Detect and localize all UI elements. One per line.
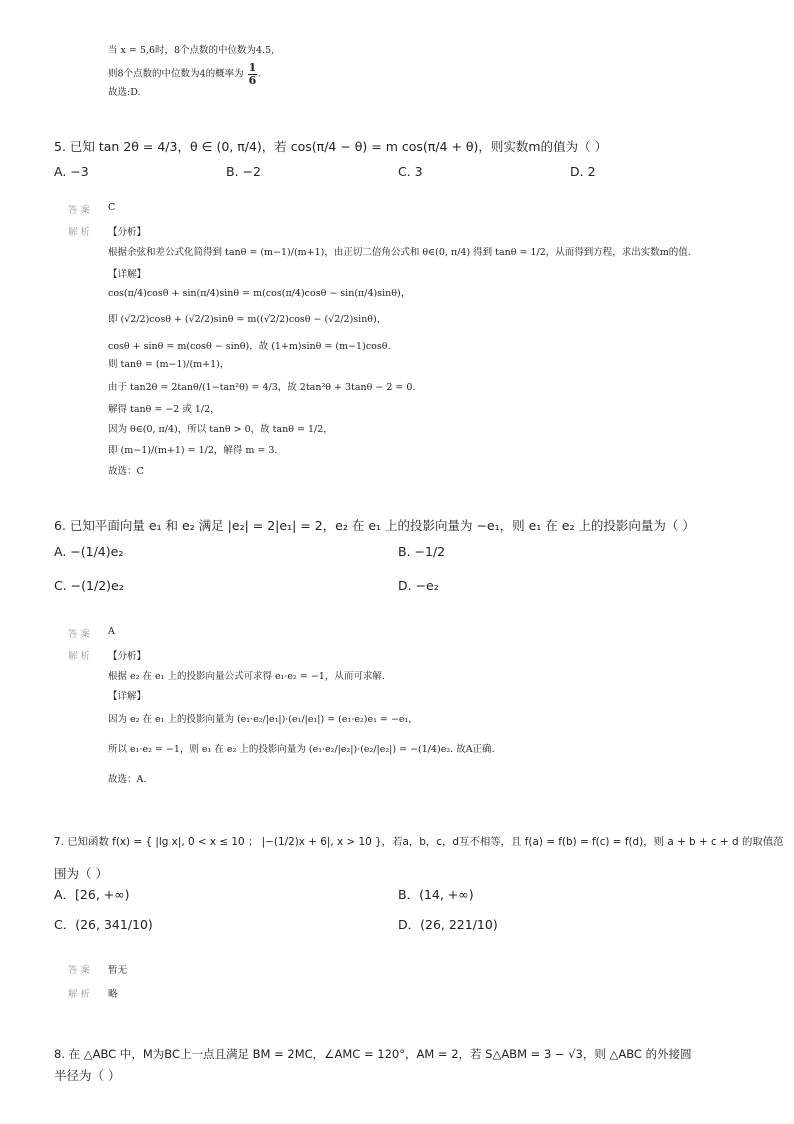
- q7-option-c: C．(26, 341/10): [54, 917, 153, 932]
- q5-analysis-line-8: 解得 tanθ = −2 或 1/2，: [108, 404, 220, 415]
- q6-analysis-line-4: 所以 e₁·e₂ = −1，则 e₁ 在 e₂ 上的投影向量为 (e₁·e₂/|e₂|)·(e₂/|e₂|) = −(1/4)e₂. 故A正确.: [108, 744, 495, 755]
- q6-analysis-line-1: 根据 e₂ 在 e₁ 上的投影向量公式可求得 e₁·e₂ = −1，从而可求解.: [108, 671, 385, 682]
- q6-stem: 6. 已知平面向量 e₁ 和 e₂ 满足 |e₂| = 2|e₁| = 2，e₂ 在 e₁ 上的投影向量为 −e₁，则 e₁ 在 e₂ 上的投影向量为（ ）: [54, 518, 695, 533]
- q5-answer-value: C: [108, 202, 116, 213]
- q6-option-c: C. −(1/2)e₂: [54, 578, 124, 593]
- q5-option-c: C. 3: [398, 164, 423, 179]
- top-line-2-text: 则8个点数的中位数为4的概率为: [108, 68, 244, 80]
- q5-analysis-line-2: 【详解】: [108, 269, 147, 280]
- probability-denominator: 6: [248, 74, 257, 87]
- q6-answer-value: A: [108, 626, 115, 637]
- q7-option-a: A．[26, +∞): [54, 887, 130, 902]
- q5-analysis-line-1: 根据余弦和差公式化简得到 tanθ = (m−1)/(m+1)，由正切二倍角公式和 θ∈(0, π/4) 得到 tanθ = 1/2，从而得到方程，求出实数m的值.: [108, 247, 691, 258]
- q6-analysis-line-5: 故选：A.: [108, 774, 147, 785]
- q5-stem: 5. 已知 tan 2θ = 4/3，θ ∈ (0, π/4)，若 cos(π/4 − θ) = m cos(π/4 + θ)，则实数m的值为（ ）: [54, 139, 608, 154]
- q8-stem-line-2: 半径为（ ）: [54, 1068, 121, 1083]
- q6-analysis-line-3: 因为 e₂ 在 e₁ 上的投影向量为 (e₁·e₂/|e₁|)·(e₁/|e₁|) = (e₁·e₂)e₁ = −e₁，: [108, 714, 418, 725]
- q5-option-b: B. −2: [226, 164, 261, 179]
- top-line-2: 则8个点数的中位数为4的概率为 $\frac{1}{6}$ .: [108, 61, 262, 87]
- top-line-1: [108, 42, 274, 56]
- q5-analysis-line-0: 【分析】: [108, 227, 147, 238]
- q5-option-d: D. 2: [570, 164, 596, 179]
- q6-option-a: A. −(1/4)e₂: [54, 544, 124, 559]
- q6-option-b: B. −1/2: [398, 544, 446, 559]
- q7-answer-value: 暂无: [108, 965, 128, 976]
- q7-stem-line-1: 7. 已知函数 f(x) = { |lg x|, 0 < x ≤ 10 ； |−(1/2)x + 6|, x > 10 }，若a，b，c，d互不相等，且 f(a) = f(b) = f(c) = f(d)，则 a + b + c + d 的取值范: [54, 836, 784, 848]
- q5-analysis-line-7: 由于 tan2θ = 2tanθ/(1−tan²θ) = 4/3，故 2tan²θ + 3tanθ − 2 = 0.: [108, 382, 416, 393]
- q6-analysis-line-2: 【详解】: [108, 691, 147, 702]
- q5-analysis-line-11: 故选：C: [108, 466, 144, 477]
- q6-analysis-line-0: 【分析】: [108, 651, 147, 662]
- q5-analysis-line-6: 则 tanθ = (m−1)/(m+1)，: [108, 359, 230, 370]
- q7-analysis-label: 解析: [68, 989, 94, 1000]
- top-line-3: 故选:D.: [108, 87, 141, 98]
- q7-stem-line-2: 围为（ ）: [54, 866, 108, 881]
- q8-stem-line-1: 8. 在 △ABC 中，M为BC上一点且满足 BM = 2MC，∠AMC = 120°，AM = 2，若 S△ABM = 3 − √3，则 △ABC 的外接圆: [54, 1047, 692, 1061]
- q7-answer-label: 答案: [68, 965, 94, 976]
- q6-answer-label: 答案: [68, 629, 94, 640]
- q5-analysis-label: 解析: [68, 227, 94, 238]
- q5-analysis-line-9: 因为 θ∈(0, π/4)，所以 tanθ > 0，故 tanθ = 1/2，: [108, 424, 333, 435]
- q5-analysis-line-10: 即 (m−1)/(m+1) = 1/2，解得 m = 3.: [108, 445, 278, 456]
- q7-option-b: B．(14, +∞): [398, 887, 474, 902]
- q5-analysis-line-5: cosθ + sinθ = m(cosθ − sinθ)，故 (1+m)sinθ = (m−1)cosθ.: [108, 341, 391, 352]
- q5-answer-label: 答案: [68, 205, 94, 216]
- q5-analysis-line-3: cos(π/4)cosθ + sin(π/4)sinθ = m(cos(π/4)cosθ − sin(π/4)sinθ)，: [108, 288, 411, 299]
- q7-option-d: D．(26, 221/10): [398, 917, 498, 932]
- q7-analysis-value: 略: [108, 989, 118, 1000]
- q5-option-a: A. −3: [54, 164, 89, 179]
- probability-fraction: [248, 62, 258, 86]
- q6-option-d: D. −e₂: [398, 578, 439, 593]
- q6-analysis-label: 解析: [68, 651, 94, 662]
- probability-numerator: 1: [248, 61, 257, 74]
- top-line-1-text: 当 x = 5,6时，8个点数的中位数为4.5,: [108, 45, 275, 56]
- q5-analysis-line-4: 即 (√2/2)cosθ + (√2/2)sinθ = m((√2/2)cosθ − (√2/2)sinθ)，: [108, 314, 387, 325]
